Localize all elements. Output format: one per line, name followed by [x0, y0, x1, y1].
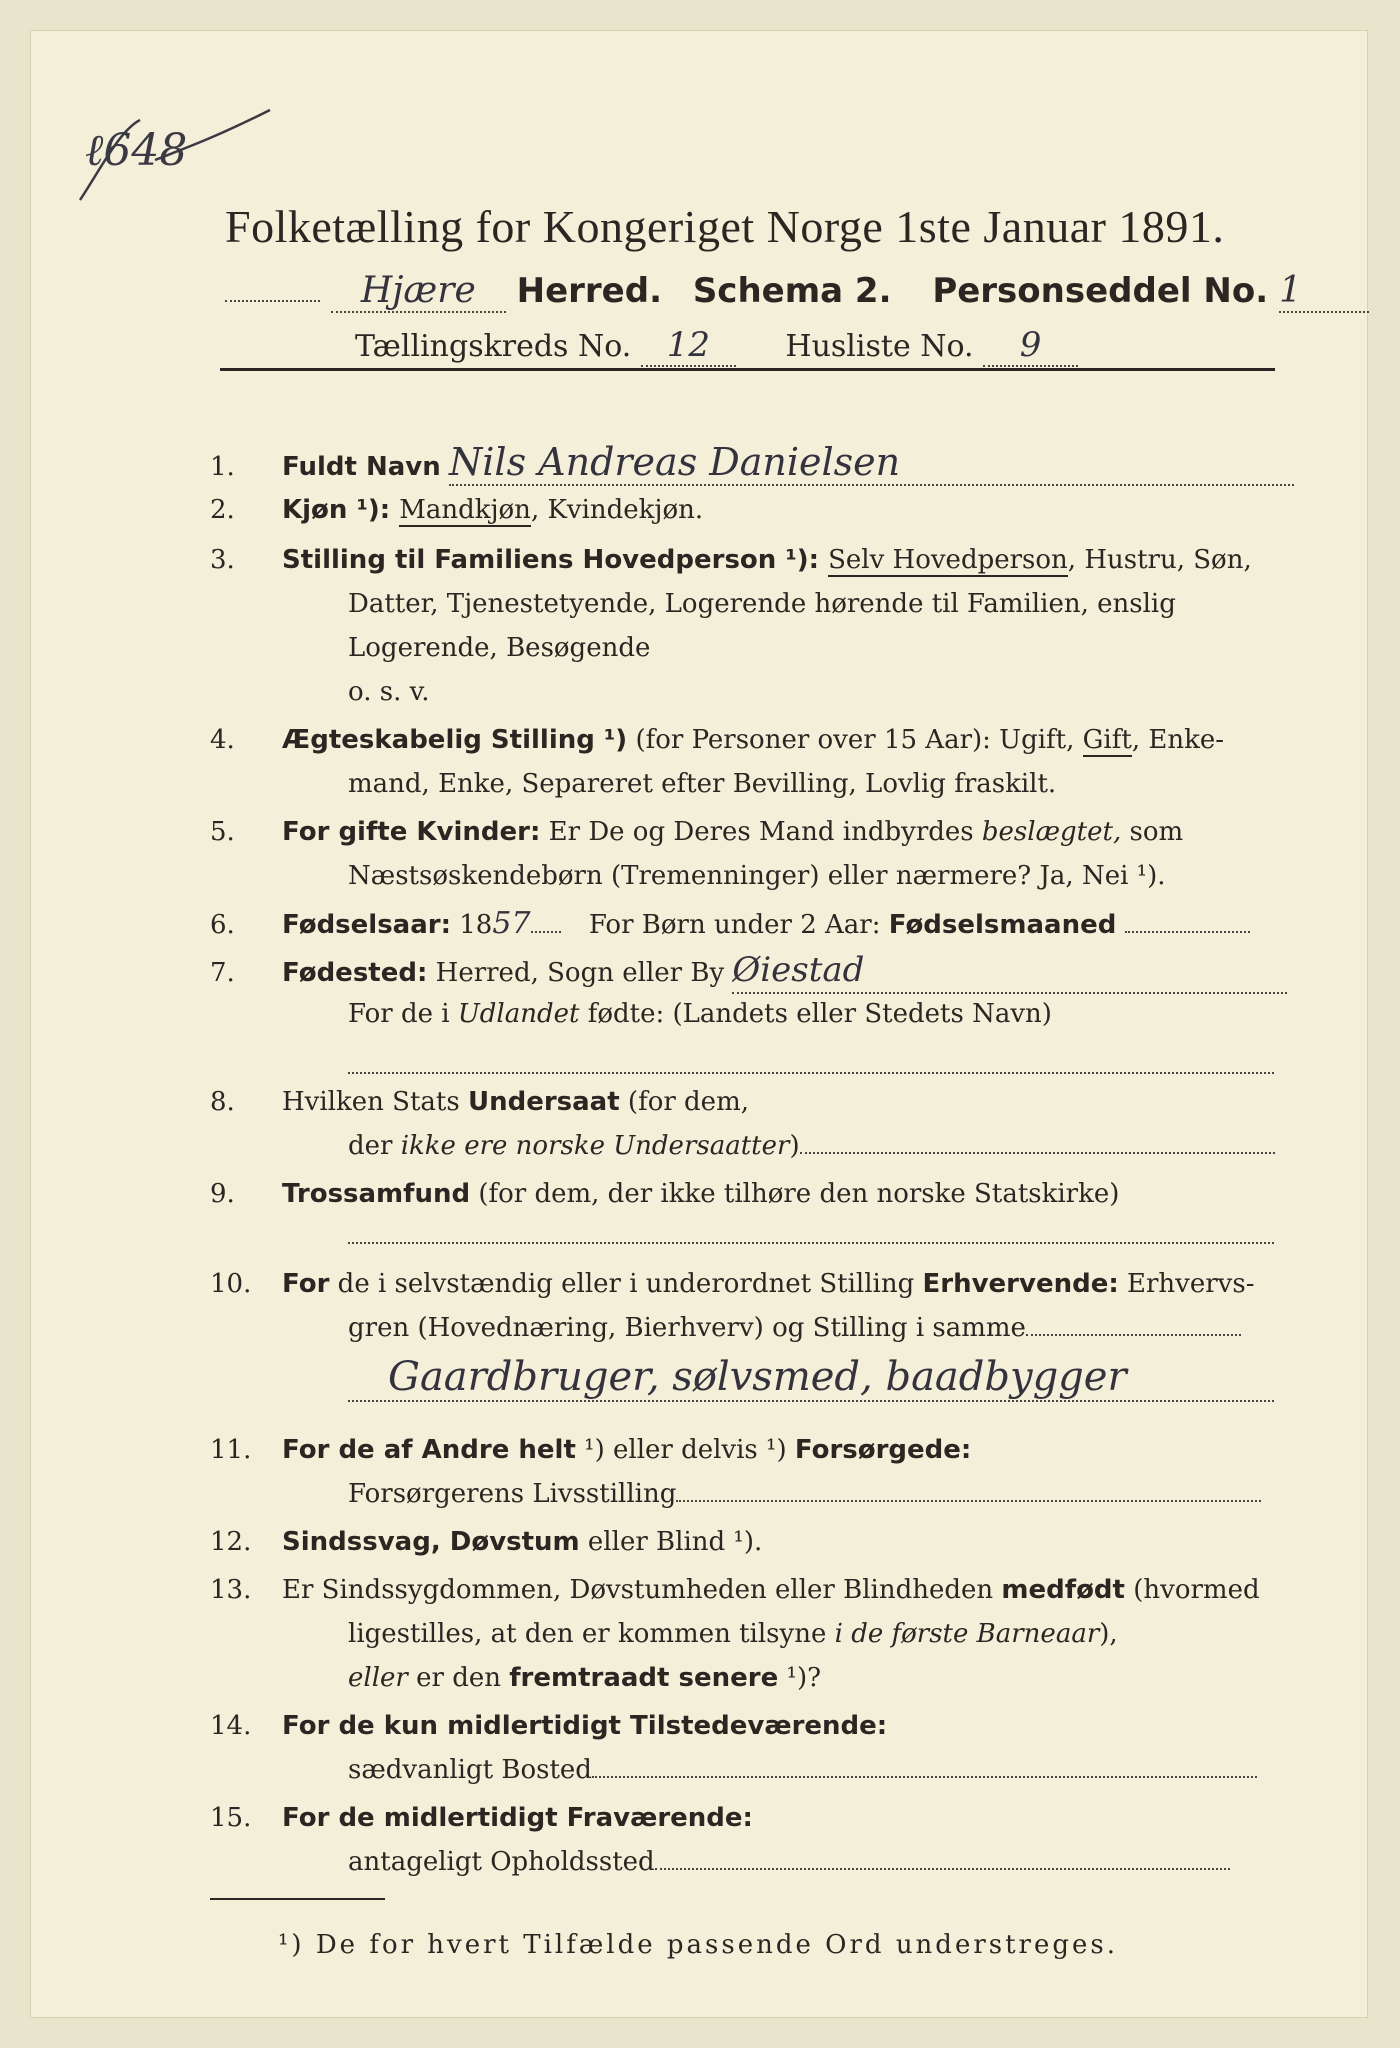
field-3-stilling: 3. Stilling til Familiens Hovedperson ¹): Selv Hovedperson, Hustru, Søn, [210, 545, 1252, 575]
field-11-forsorgede: 11. For de af Andre helt ¹) eller delvis ¹) Forsørgede: [210, 1435, 972, 1465]
census-form: ℓ648 Folketælling for Kongeriget Norge 1ste Januar 1891. Hjære Herred. Schema 2. Personseddel No. 1 Tællingskreds No. 12 Husliste No. 9 1. Fuldt Navn Nils Andreas Danielsen 2. Kjøn ¹): Mandkjøn, Kvindekjøn. 3. Stilling til Familiens Hovedperson ¹): Selv Hovedperson, Hustru, Søn, Datter, Tjenestetyende, Logerende hørende til Familien, enslig Logerende, Besøgende o. s. v. 4. Ægteskabelig Stilling ¹) (for Personer over 15 Aar): Ugift, Gift, Enke- mand, Enke, Separeret efter Bevilling, Lovlig fraskilt. 5. For gifte Kvinder: Er De og Deres Mand indbyrdes beslægtet, som Næstsøskendebørn (Tremenninger) eller nærmere? Ja, Nei ¹). 6. Fødselsaar: 1857 For Børn under 2 Aar: Fødselsmaaned 7. Fødested: Herred, Sogn eller By Øiestad For de i Udlandet fødte: (Landets eller Stedets Navn) 8. Hvilken Stats Undersaat (for dem, der ikke ere norske Undersaatter) 9. Trossamfund (for dem, der ikke tilhøre den norske Statskirke) 10. For de i selvstændig eller i underordnet Stilling Erhvervende: Erhvervs- gren (Hovednæring, Bierhverv) og Stilling i samme Gaardbruger, sølvsmed, baadbygger 11. For de af Andre helt ¹) eller delvis ¹) Forsørgede: Forsørgerens Livsstilling 12. Sindssvag, Døvstum eller Blind ¹). 13. Er Sindssygdommen, Døvstumheden eller Blindheden medfødt (hvormed ligestilles, at den er kommen tilsyne i de første Barneaar), eller er den fremtraadt senere ¹)? 14. For de kun midlertidigt Tilstedeværende: sædvanligt Bosted 15. For de midlertidigt Fraværende: antageligt Opholdssted ¹) De for hvert Tilfælde passende Ord understreges. [30, 30, 1368, 2018]
field-12-sindssvag: 12. Sindssvag, Døvstum eller Blind ¹). [210, 1527, 763, 1557]
field-6-fodselsaar: 6. Fødselsaar: 1857 For Børn under 2 Aar: Fødselsmaaned [210, 902, 1250, 947]
herred-value: Hjære [331, 270, 506, 313]
field-7-fodested: 7. Fødested: Herred, Sogn eller By Øiestad [210, 948, 1287, 995]
field-9-trossamfund: 9. Trossamfund (for dem, der ikke tilhøre den norske Statskirke) [210, 1179, 1120, 1209]
fodested-value: Øiestad [732, 948, 1287, 994]
aegteskab-selected: Gift [1082, 725, 1132, 755]
kjon-selected: Mandkjøn [399, 495, 531, 525]
field-14-tilstede: 14. For de kun midlertidigt Tilstedeværende: [210, 1711, 888, 1741]
stilling-selected: Selv Hovedperson [828, 545, 1068, 575]
field-1-navn: 1. Fuldt Navn Nils Andreas Danielsen [210, 440, 1294, 489]
header-line-kreds [355, 325, 1078, 367]
personseddel-label: Personseddel No. [932, 271, 1269, 311]
form-title: Folketælling for Kongeriget Norge 1ste Januar 1891. [225, 201, 1225, 252]
personseddel-value: 1 [1279, 270, 1369, 313]
taellingskreds-value: 12 [641, 325, 736, 367]
footnote: ¹) De for hvert Tilfælde passende Ord understreges. [278, 1930, 1119, 1960]
taellingskreds-label: Tællingskreds No. [355, 329, 632, 364]
archive-number-text: ℓ648 [85, 125, 188, 176]
field-2-kjon: 2. Kjøn ¹): Mandkjøn, Kvindekjøn. [210, 495, 704, 525]
header-line-herred [225, 270, 1369, 313]
field-10-erhverv: 10. For de i selvstændig eller i underordnet Stilling Erhvervende: Erhvervs- [210, 1269, 1255, 1299]
husliste-label: Husliste No. [785, 329, 974, 364]
field-13-medfodt: 13. Er Sindssygdommen, Døvstumheden eller Blindheden medfødt (hvormed [210, 1575, 1260, 1605]
husliste-value: 9 [983, 325, 1078, 367]
herred-label: Herred. [516, 271, 662, 311]
header-rule [220, 368, 1275, 371]
field-4-aegteskab: 4. Ægteskabelig Stilling ¹) (for Personer over 15 Aar): Ugift, Gift, Enke- [210, 725, 1224, 755]
field-5-gifte-kvinder: 5. For gifte Kvinder: Er De og Deres Mand indbyrdes beslægtet, som [210, 817, 1184, 847]
field-8-undersaat: 8. Hvilken Stats Undersaat (for dem, [210, 1087, 749, 1117]
erhverv-value: Gaardbruger, sølvsmed, baadbygger [348, 1354, 1274, 1402]
schema-label: Schema 2. [692, 271, 892, 311]
field-15-fravaerende: 15. For de midlertidigt Fraværende: [210, 1803, 753, 1833]
navn-value: Nils Andreas Danielsen [449, 440, 1294, 486]
footnote-rule [210, 1898, 385, 1900]
fodselsaar-value: 57 [492, 906, 531, 941]
